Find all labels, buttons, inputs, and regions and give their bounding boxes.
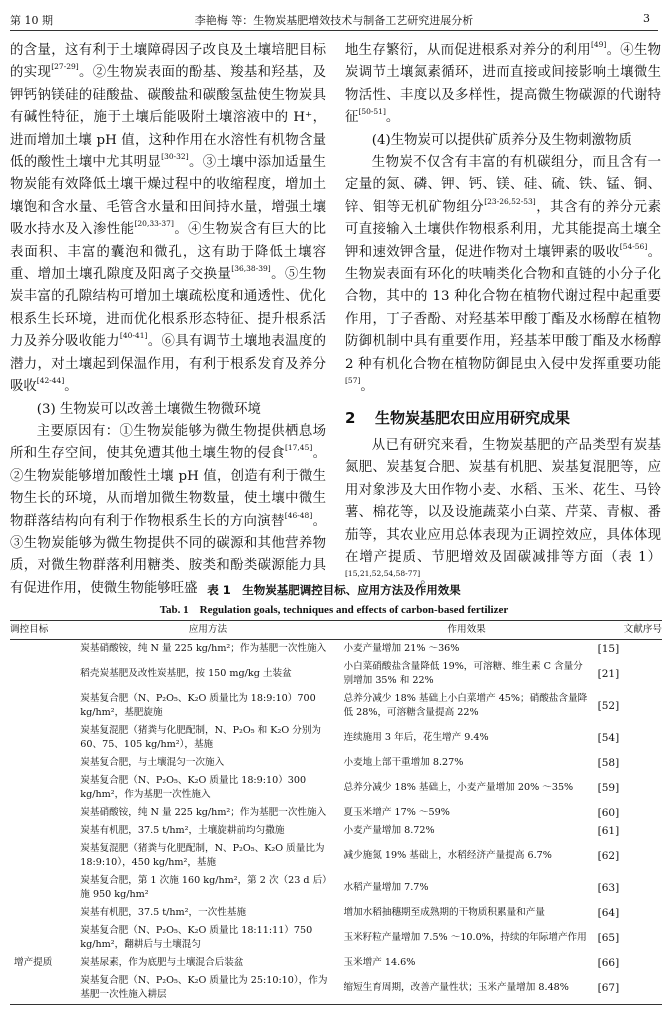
method-cell: 炭基硝酸铵，纯 N 量 225 kg/hm²；作为基肥一次性施入 — [80, 643, 327, 654]
page-number: 3 — [643, 12, 650, 25]
citation[interactable]: [57] — [345, 376, 361, 386]
header-rule — [10, 30, 658, 31]
reference-cell[interactable]: [64] — [597, 907, 620, 919]
effect-cell: 总养分减少 18% 基础上，小麦产量增加 20% ～35% — [343, 782, 574, 793]
reference-cell[interactable]: [54] — [597, 732, 620, 744]
method-cell: 炭基复合肥（N、P₂O₅、K₂O 质量比 18:9:10）300 kg/hm²，作为基肥一次性施入 — [80, 775, 307, 800]
left-column — [10, 40, 326, 600]
effect-cell: 总养分减少 18% 基础上小白菜增产 45%；硝酸盐含量降低 28%，可溶糖含量提高 22% — [343, 693, 588, 718]
text-run: 。 — [420, 572, 434, 588]
text-run: 。②生物炭表面的酚基、羧基和羟基，及钾钙钠镁硅的硅酸盐、碳酸盐和碳酸氢盐使生物炭具有碱性特征，施于土壤后能吸附土壤溶液中的 H⁺，进而增加土壤 pH 值，这种作用在水溶性有机物含量低的酸性土壤中尤其明显 — [10, 65, 327, 171]
section-title: 生物炭基肥农田应用研究成果 — [375, 408, 571, 427]
table-row — [10, 904, 662, 922]
table-row — [10, 922, 662, 954]
reference-cell[interactable]: [52] — [597, 700, 620, 712]
reference-cell[interactable]: [59] — [597, 782, 620, 794]
citation[interactable]: [46-48] — [284, 510, 313, 520]
reference-cell[interactable]: [65] — [597, 932, 620, 944]
effect-cell: 水稻产量增加 7.7% — [343, 882, 429, 893]
effect-cell: 缩短生育周期，改善产量性状；玉米产量增加 8.48% — [340, 972, 594, 1005]
text-run: 的含量，这有利于土壤障碍因子改良及土壤培肥目标的实现 — [10, 43, 326, 81]
subsection-heading: (4)生物炭可以提供矿质养分及生物刺激物质 — [371, 132, 632, 148]
issue-number: 第 10 期 — [10, 14, 53, 27]
text-run: 地生存繁衍，从而促进根系对养分的利用 — [345, 43, 591, 58]
table-row — [10, 822, 662, 840]
text-run: 。④生物炭含有巨大的比表面积、丰富的囊泡和微孔，这有助于降低土壤容重、增加土壤孔隙度及阳离子交换量 — [10, 222, 327, 283]
effect-cell: 玉米增产 14.6% — [343, 957, 416, 968]
reference-cell[interactable]: [61] — [597, 825, 620, 837]
citation[interactable]: [54-56] — [619, 241, 648, 251]
reference-cell[interactable]: [58] — [597, 757, 620, 769]
effect-cell: 小麦产量增加 8.72% — [343, 825, 435, 836]
method-cell: 炭基复混肥（猪粪与化肥配制，N、P₂O₅、K₂O 质量比为 18:9:10），450 kg/hm²，基施 — [80, 843, 325, 868]
reference-cell[interactable]: [62] — [597, 850, 620, 862]
goal-cell — [10, 922, 76, 954]
header-method: 应用方法 — [76, 621, 339, 640]
text-run: 。 — [385, 110, 400, 126]
paragraph — [10, 421, 326, 600]
table-row — [10, 954, 662, 972]
text-run: 。生物炭表面有环化的呋喃类化合物和直链的小分子化合物，其中的 13 种化合物在植物代谢过程中起重要作用，丁子香酚、对羟基苯甲酸丁酯及水杨醇在植物防御机制中具有重要作用，羟基苯甲酸丁酯及水杨醇 2 种有机化合物在植物防御昆虫入侵中发挥重要功能 — [345, 244, 662, 372]
goal-cell — [10, 658, 76, 690]
method-cell: 炭基复合肥（N、P₂O₅、K₂O 质量比 18:11:11）750 kg/hm²，翻耕后与土壤混匀 — [80, 925, 313, 950]
method-cell: 炭基复合肥（N、P₂O₅、K₂O 质量比为 18:9:10）700 kg/hm²，基肥旋施 — [80, 693, 316, 718]
goal-cell — [10, 772, 76, 804]
paragraph — [345, 435, 661, 592]
text-run: 。③土壤中添加适量生物炭能有效降低土壤干燥过程中的收缩程度，增加土壤饱和含水量、毛管含水量和田间持水量，增强土壤吸水持水及入渗性能 — [10, 155, 327, 238]
text-run: 。④生物炭调节土壤氮素循环，进而直接或间接影响土壤微生物活性、丰度以及多样性，提高微生物碳源的代谢特征 — [345, 43, 662, 126]
citation[interactable]: [42-44] — [36, 376, 65, 386]
right-column — [345, 40, 661, 592]
table-row — [10, 972, 662, 1005]
goal-cell — [10, 722, 76, 754]
text-run: 从已有研究来看，生物炭基肥的产品类型有炭基氮肥、炭基复合肥、炭基有机肥、炭基复混肥等，应用对象涉及大田作物小麦、水稻、玉米、花生、马铃薯、棉花等，以及设施蔬菜小白菜、芹菜、青椒、番茄等，其农业应用总体表现为正调控效应，具体体现在增产提质、节肥增效及固碳减排等方面（表 1） — [345, 437, 661, 565]
text-run: 。 — [360, 379, 374, 395]
text-run: 。⑤生物炭丰富的孔隙结构可增加土壤疏松度和通透性、优化根系生长环境，进而优化根系形态特征、提升根系活力及养分吸收能力 — [10, 267, 327, 350]
reference-cell[interactable]: [15] — [597, 643, 620, 655]
header-goal: 调控目标 — [10, 621, 76, 640]
citation[interactable]: [49] — [590, 40, 607, 49]
method-cell: 炭基有机肥，37.5 t/hm²，土壤旋耕前均匀撒施 — [80, 825, 285, 836]
goal-cell — [10, 872, 76, 904]
text-run: 。 — [64, 379, 78, 395]
effect-cell: 连续施用 3 年后，花生增产 9.4% — [343, 732, 489, 743]
citation[interactable]: [20,33-37] — [134, 219, 174, 229]
effect-cell: 玉米籽粒产量增加 7.5% ～10.0%，持续的年际增产作用 — [343, 932, 587, 943]
subsection-heading: (3) 生物炭可以改善土壤微生物微环境 — [36, 401, 261, 417]
paragraph — [10, 40, 326, 399]
text-run: 生物炭不仅含有丰富的有机碳组分，而且含有一定量的氮、磷、钾、钙、镁、硅、硫、铁、锰、铜、锌、钼等无机矿物组分 — [345, 155, 661, 215]
table-row — [10, 840, 662, 872]
method-cell: 炭基复混肥（猪粪与化肥配制，N、P₂O₅ 和 K₂O 分别为 60、75、105 kg/hm²），基施 — [80, 725, 322, 750]
table-row — [10, 772, 662, 804]
table-caption-zh: 表 1 生物炭基肥调控目标、应用方法及作用效果 — [207, 583, 461, 597]
effect-cell: 小麦地上部干重增加 8.27% — [343, 757, 464, 768]
reference-cell[interactable]: [66] — [597, 957, 620, 969]
goal-cell — [10, 840, 76, 872]
table-row — [10, 658, 662, 690]
header-effect: 作用效果 — [340, 621, 594, 640]
running-header — [10, 8, 658, 30]
header-ref: 文献序号 — [594, 621, 662, 640]
method-cell: 炭基复合肥（N、P₂O₅、K₂O 质量比为 25:10:10），作为基肥一次性施入耕层 — [76, 972, 339, 1005]
citation[interactable]: [27-29] — [51, 62, 79, 72]
paragraph — [345, 40, 661, 130]
method-cell: 炭基硝酸铵，纯 N 量 225 kg/hm²；作为基肥一次性施入 — [80, 807, 327, 818]
section-number: 2 — [345, 408, 356, 427]
paragraph — [345, 152, 661, 398]
method-cell: 炭基尿素，作为底肥与土壤混合后装盆 — [80, 957, 244, 968]
method-cell: 炭基有机肥，37.5 t/hm²，一次性基施 — [80, 907, 247, 918]
table-row — [10, 804, 662, 822]
goal-cell — [10, 904, 76, 922]
reference-cell[interactable]: [60] — [597, 807, 620, 819]
method-cell: 炭基复合肥，第 1 次施 160 kg/hm²，第 2 次（23 d 后）施 950 kg/hm² — [80, 875, 332, 900]
effect-cell: 增加水稻抽穗期至成熟期的干物质积累量和产量 — [343, 907, 545, 918]
table-row — [10, 690, 662, 722]
citation[interactable]: [23-26,52-53] — [484, 196, 536, 206]
citation[interactable]: [50-51] — [358, 107, 386, 117]
goal-cell: 增产提质 — [14, 957, 53, 968]
goal-cell — [10, 690, 76, 722]
reference-cell[interactable]: [67] — [594, 972, 662, 1005]
running-title: 李艳梅 等：生物炭基肥增效技术与制备工艺研究进展分析 — [194, 14, 474, 27]
text-run: 主要原因有：①生物炭能够为微生物提供栖息场所和生存空间，使其免遭其他土壤生物的侵食 — [10, 423, 326, 462]
table-caption-en: Tab. 1 Regulation goals, techniques and effects of carbon-based fertilizer — [159, 604, 509, 616]
citation[interactable]: [17,45] — [284, 443, 313, 453]
citation[interactable]: [15,21,52,54,58-77] — [345, 569, 421, 579]
table-row — [10, 722, 662, 754]
text-run: 。③生物炭能够为微生物提供不同的碳源和其他营养物质，对微生物群落利用糖类、胺类和酚类碳源能力具有促进作用，使微生物能够旺盛 — [10, 513, 327, 596]
effect-cell: 减少施氮 19% 基础上，水稻经济产量提高 6.7% — [343, 850, 552, 861]
goal-cell — [10, 754, 76, 772]
text-run: ，其含有的养分元素可直接输入土壤供作物根系利用，尤其能提高土壤全钾和速效钾含量，促进作物对土壤钾素的吸收 — [345, 199, 661, 260]
section-heading — [345, 407, 661, 429]
goal-cell — [10, 804, 76, 822]
citation[interactable]: [30-32] — [161, 152, 189, 162]
effect-cell: 小麦产量增加 21% ～36% — [343, 643, 460, 654]
table-row — [10, 754, 662, 772]
results-table — [10, 620, 662, 1005]
method-cell: 稻壳炭基肥及改性炭基肥，按 150 mg/kg 土装盆 — [80, 668, 292, 679]
effect-cell: 小白菜硝酸盐含量降低 19%，可溶糖、维生素 C 含量分别增加 35% 和 22% — [343, 661, 583, 686]
goal-cell — [10, 822, 76, 840]
citation[interactable]: [36,38-39] — [231, 264, 271, 274]
goal-cell — [10, 972, 76, 1005]
reference-cell[interactable]: [21] — [597, 668, 620, 680]
table-row — [10, 640, 662, 659]
reference-cell[interactable]: [63] — [597, 882, 620, 894]
text-run: 。⑥具有调节土壤地表温度的潜力，对土壤起到保温作用，有利于根系发育及养分吸收 — [10, 334, 327, 395]
table-row — [10, 872, 662, 904]
goal-cell — [10, 640, 76, 659]
text-run: 。②生物炭能够增加酸性土壤 pH 值，创造有利于微生物生长的环境，从而增加微生物数量，使土壤中微生物群落结构向有利于作物根系生长的方向演替 — [10, 446, 327, 529]
effect-cell: 夏玉米增产 17% ～59% — [343, 807, 450, 818]
table-header-row — [10, 621, 662, 640]
method-cell: 炭基复合肥，与土壤混匀一次施入 — [80, 757, 225, 768]
citation[interactable]: [40-41] — [119, 331, 148, 341]
